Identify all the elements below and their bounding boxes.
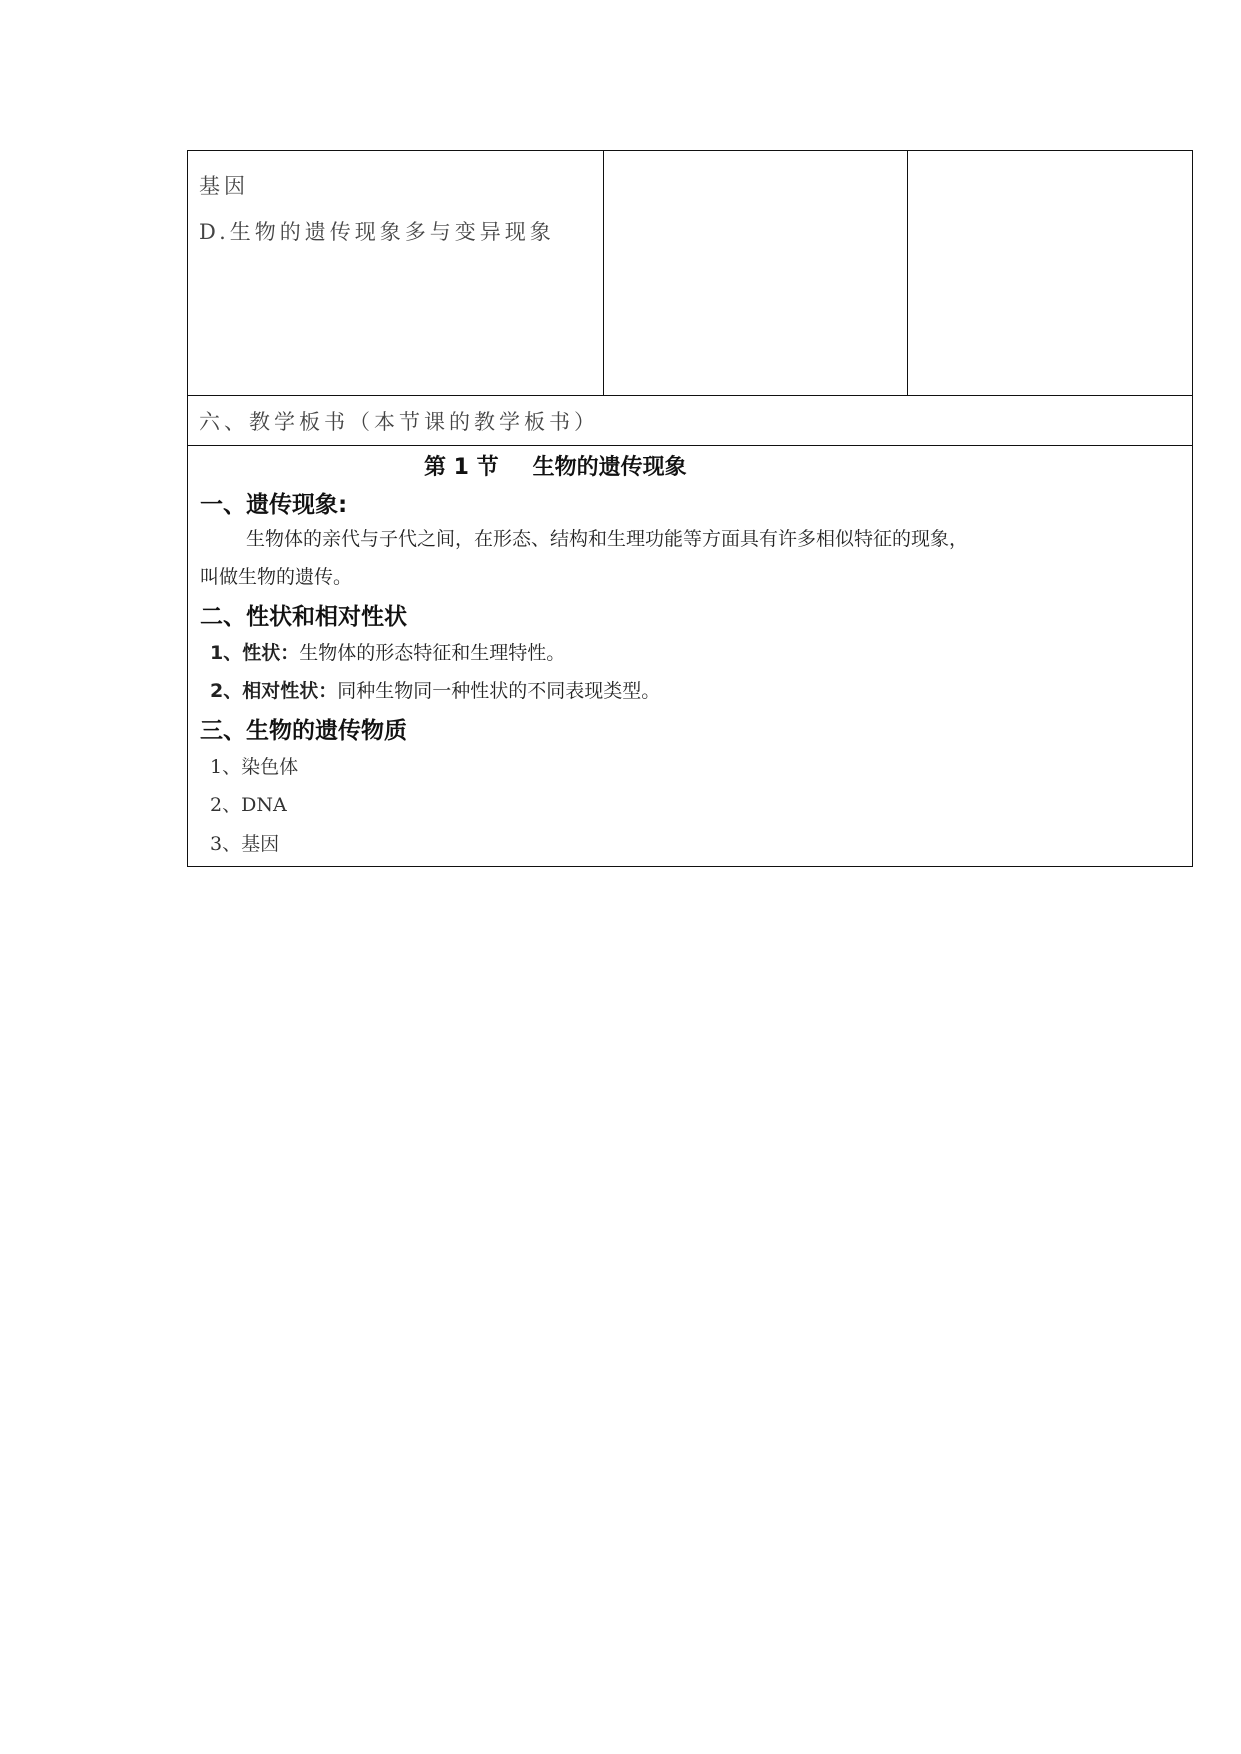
board-title-part2: 生物的遗传现象 <box>532 455 687 480</box>
table-row <box>188 396 1193 446</box>
item1-text: 生物体的形态特征和生理特性。 <box>299 642 566 664</box>
lesson-plan-table <box>187 150 1193 867</box>
cell-line: 基因 <box>199 174 249 198</box>
table-row <box>188 446 1193 867</box>
section2-item1 <box>210 638 565 665</box>
table-row <box>188 151 1193 396</box>
section1-heading: 一、遗传现象: <box>200 492 348 518</box>
blackboard-content <box>188 446 1192 866</box>
section2-heading: 二、性状和相对性状 <box>200 604 407 630</box>
table-cell-empty <box>908 151 1193 396</box>
cell-line: D.生物的遗传现象多与变异现象 <box>199 220 555 244</box>
section2-item2 <box>210 676 660 703</box>
item2-text: 同种生物同一种性状的不同表现类型。 <box>337 680 661 702</box>
section-six-heading: 六、教学板书（本节课的教学板书） <box>199 410 599 434</box>
section1-paragraph-line1: 生物体的亲代与子代之间，在形态、结构和生理功能等方面具有许多相似特征的现象， <box>246 528 969 550</box>
section3-heading: 三、生物的遗传物质 <box>200 718 407 744</box>
table-cell-empty <box>604 151 908 396</box>
section3-item: 3、基因 <box>210 833 280 855</box>
table-cell-content <box>188 151 604 396</box>
section-heading-cell <box>188 396 1193 446</box>
section3-item: 1、染色体 <box>210 756 299 778</box>
section3-item: 2、DNA <box>210 794 287 816</box>
item2-label: 2、相对性状： <box>210 680 338 702</box>
board-title-part1: 第 1 节 <box>424 455 499 480</box>
board-title <box>424 450 687 481</box>
section1-paragraph-line2: 叫做生物的遗传。 <box>200 566 353 588</box>
blackboard-cell <box>188 446 1193 867</box>
item1-label: 1、性状： <box>210 642 300 664</box>
